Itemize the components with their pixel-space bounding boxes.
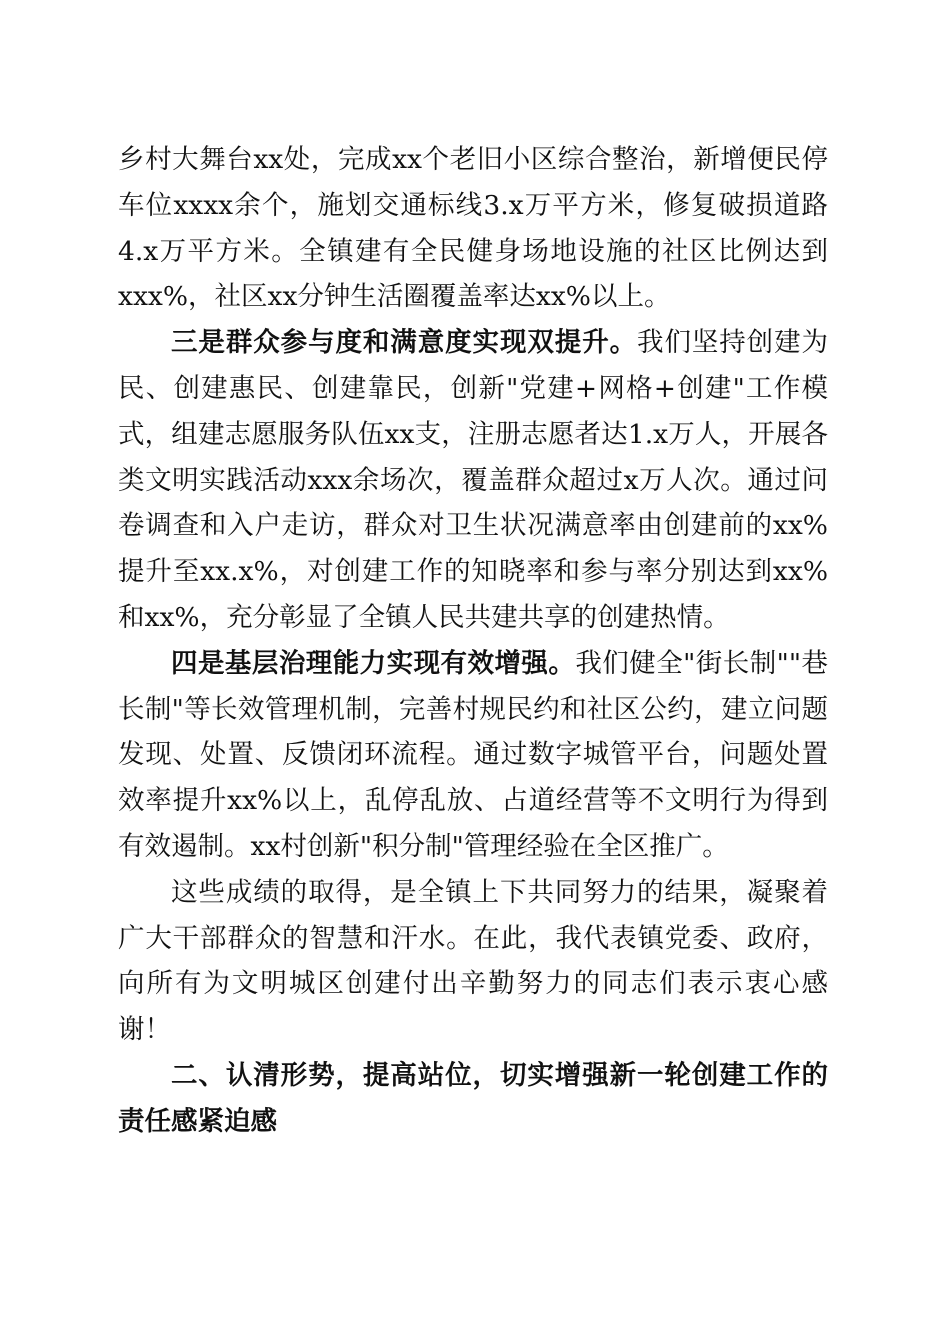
- paragraph-thanks: [118, 870, 828, 1053]
- paragraph-text: 我们健全"街长制""巷长制"等长效管理机制，完善村规民约和社区公约，建立问题发现、处置、反馈闭环流程。通过数字城管平台，问题处置效率提升xx%以上，乱停乱放、占道经营等不文明行为得到有效遏制。xx村创新"积分制"管理经验在全区推广。: [118, 647, 828, 862]
- paragraph-text: 这些成绩的取得，是全镇上下共同努力的结果，凝聚着广大干部群众的智慧和汗水。在此，我代表镇党委、政府，向所有为文明城区创建付出辛勤努力的同志们表示衷心感谢！: [118, 876, 828, 1046]
- paragraph-text: 乡村大舞台xx处，完成xx个老旧小区综合整治，新增便民停车位xxxx余个，施划交通标线3.x万平方米，修复破损道路4.x万平方米。全镇建有全民健身场地设施的社区比例达到xxx%，社区xx分钟生活圈覆盖率达xx%以上。: [118, 144, 828, 313]
- paragraph-text: 我们坚持创建为民、创建惠民、创建靠民，创新"党建+网格+创建"工作模式，组建志愿服务队伍xx支，注册志愿者达1.x万人，开展各类文明实践活动xxx余场次，覆盖群众超过x万人次。通过问卷调查和入户走访，群众对卫生状况满意率由创建前的xx%提升至xx.x%，对创建工作的知晓率和参与率分别达到xx%和xx%，充分彰显了全镇人民共建共享的创建热情。: [118, 327, 829, 633]
- paragraph-governance: [118, 641, 828, 870]
- paragraph-continuation: [118, 137, 828, 320]
- paragraph-lead: 四是基层治理能力实现有效增强。: [171, 647, 576, 679]
- section-heading: 二、认清形势，提高站位，切实增强新一轮创建工作的责任感紧迫感: [118, 1059, 828, 1137]
- paragraph-public-participation: [118, 320, 828, 641]
- paragraph-lead: 三是群众参与度和满意度实现双提升。: [171, 327, 638, 359]
- document-page: [118, 137, 828, 1145]
